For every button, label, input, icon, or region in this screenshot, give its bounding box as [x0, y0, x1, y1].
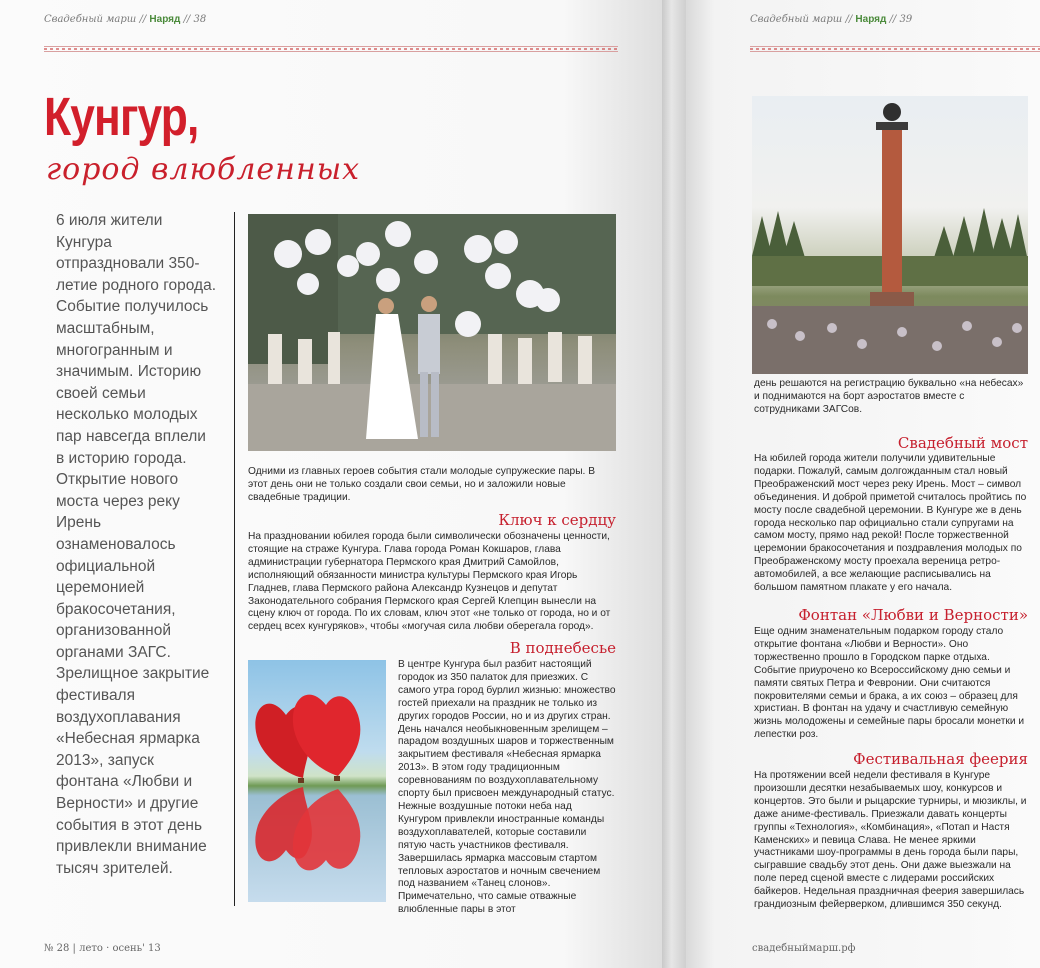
wedding-photo-illustration	[248, 214, 616, 451]
binding-gutter	[662, 0, 686, 968]
page-footer-right: свадебныймарш.рф	[752, 943, 856, 954]
magazine-name: Свадебный марш	[750, 14, 843, 25]
running-head-right	[750, 14, 912, 25]
column-photo-illustration	[752, 96, 1028, 374]
section-text-sky: В центре Кунгура был разбит настоящий городок из 350 палаток для приезжих. С самого утра город бурлил жизнью: множество гостей приехали на праздник не только из других городов России, но и из других стран. День начался необыкновенным зрелищем – парадом воздушных шаров и торжественным закрытием фестиваля «Небесная ярмарка 2013». В этом году традиционным соревнованиям по воздухоплавательному спорту был присвоен международный статус. Нежные воздушные потоки неба над Кунгуром привлекли иностранные команды воздухоплавателей, которые составили пятую часть участников фестиваля. Завершилась ярмарка массовым стартом тепловых аэростатов и ночным свечением под названием «Танец слонов». Примечательно, что самые отважные влюбленные пары в этот	[398, 659, 616, 916]
heart-balloons-illustration	[248, 660, 386, 902]
continued-text: день решаются на регистрацию буквально «на небесах» и поднимаются на борт аэростатов вместе с сотрудниками ЗАГСов.	[754, 378, 1024, 415]
section-name: Наряд	[149, 14, 181, 25]
right-page	[686, 0, 1040, 968]
wedding-couple-photo	[248, 214, 616, 451]
separator: //	[183, 14, 191, 25]
page-number: 39	[899, 14, 913, 25]
page-footer-left: № 28 | лето · осень' 13	[44, 943, 161, 954]
section-heading-fountain: Фонтан «Любви и Верности»	[798, 606, 1028, 624]
article-subtitle: город влюбленных	[46, 152, 361, 187]
section-name: Наряд	[855, 14, 887, 25]
decorative-rule	[44, 46, 618, 52]
section-heading-bridge: Свадебный мост	[897, 434, 1028, 452]
page-number: 38	[193, 14, 207, 25]
photo-caption: Одними из главных героев события стали молодые супружеские пары. В этот день они не только создали свои семьи, но и заложили новые свадебные традиции.	[248, 466, 595, 503]
section-heading-festival: Фестивальная феерия	[853, 750, 1028, 768]
column-monument-photo	[752, 96, 1028, 374]
column-divider	[234, 212, 235, 906]
heart-balloons-photo	[248, 660, 386, 902]
separator: //	[889, 14, 897, 25]
running-head-left	[44, 14, 206, 25]
article-title: Кунгур,	[44, 87, 199, 147]
decorative-rule	[750, 46, 1040, 52]
lead-paragraph: 6 июля жители Кунгура отпраздновали 350-летие родного города. Событие получилось масштабным, многогранным и значимым. Историю своей семьи несколько молодых пар навсегда вплели в историю города. Открытие нового моста через реку Ирень ознаменовалось официальной церемонией бракосочетания, организованной органами ЗАГС. Зрелищное закрытие фестиваля воздухоплавания «Небесная ярмарка 2013», запуск фонтана «Любви и Верности» и другие события в этот день привлекли внимание тысяч зрителей.	[56, 212, 217, 877]
separator: //	[139, 14, 147, 25]
section-text-key: На праздновании юбилея города были символически обозначены ценности, стоящие на страже Кунгура. Глава города Роман Кокшаров, глава администрации губернатора Пермского края Дмитрий Самойлов, исполняющий обязанности министра культуры Пермского края Игорь Гладнев, глава Пермского района Александр Кузнецов и депутат Законодательного собрания Пермского края Сергей Клепцин вынесли на сцену ключ от города. По их словам, ключ этот «не только от города, но и от сердец всех кунгуряков», чтобы «могучая сила любви оберегала город».	[248, 531, 611, 633]
magazine-name: Свадебный марш	[44, 14, 137, 25]
section-text-bridge: На юбилей города жители получили удивительные подарки. Пожалуй, самым долгожданным стал новый Преображенский мост через реку Ирень. Мост – символ объединения. И доброй приметой считалось пройтись по мосту после свадебной церемонии. В Кунгуре же в день города несколько пар официально стали супругами на самом мосту, прямо над рекой! После торжественной церемонии бракосочетания и поздравления молодых по Преображенскому мосту проехала вереница ретро-автомобилей, а все желающие расписывались на большом памятном плакате у его начала.	[754, 453, 1027, 594]
section-heading-sky: В поднебесье	[509, 639, 616, 657]
section-heading-key: Ключ к сердцу	[498, 511, 616, 529]
separator: //	[845, 14, 853, 25]
section-text-festival: На протяжении всей недели фестиваля в Кунгуре произошли десятки незабываемых шоу, конкурсов и концертов. Это были и рыцарские турниры, и мюзиклы, и даже аниме-фестиваль. Приезжали давать концерты группы «Технология», «Комбинация», «Потап и Настя Каменских» и певица Слава. Не менее яркими участниками шоу-программы в день города были пары, сыгравшие свадьбу этот день. Они даже выезжали на поле перед сценой вместе с лидерами российских байкеров. Недельная праздничная феерия завершилась грандиозным фейерверком, длившимся 350 секунд.	[754, 770, 1027, 911]
section-text-fountain: Еще одним знаменательным подарком городу стало открытие фонтана «Любви и Верности». Оно торжественно прошло в Городском парке отдыха. Событие приурочено ко Всероссийскому дню семьи и памяти святых Петра и Февронии. Они считаются покровителями семьи и брака, а их союз – образец для христиан. В фонтан на удачу и счастливую семейную жизнь молодожены и семейные пары бросали монетки и лепестки роз.	[754, 626, 1025, 741]
